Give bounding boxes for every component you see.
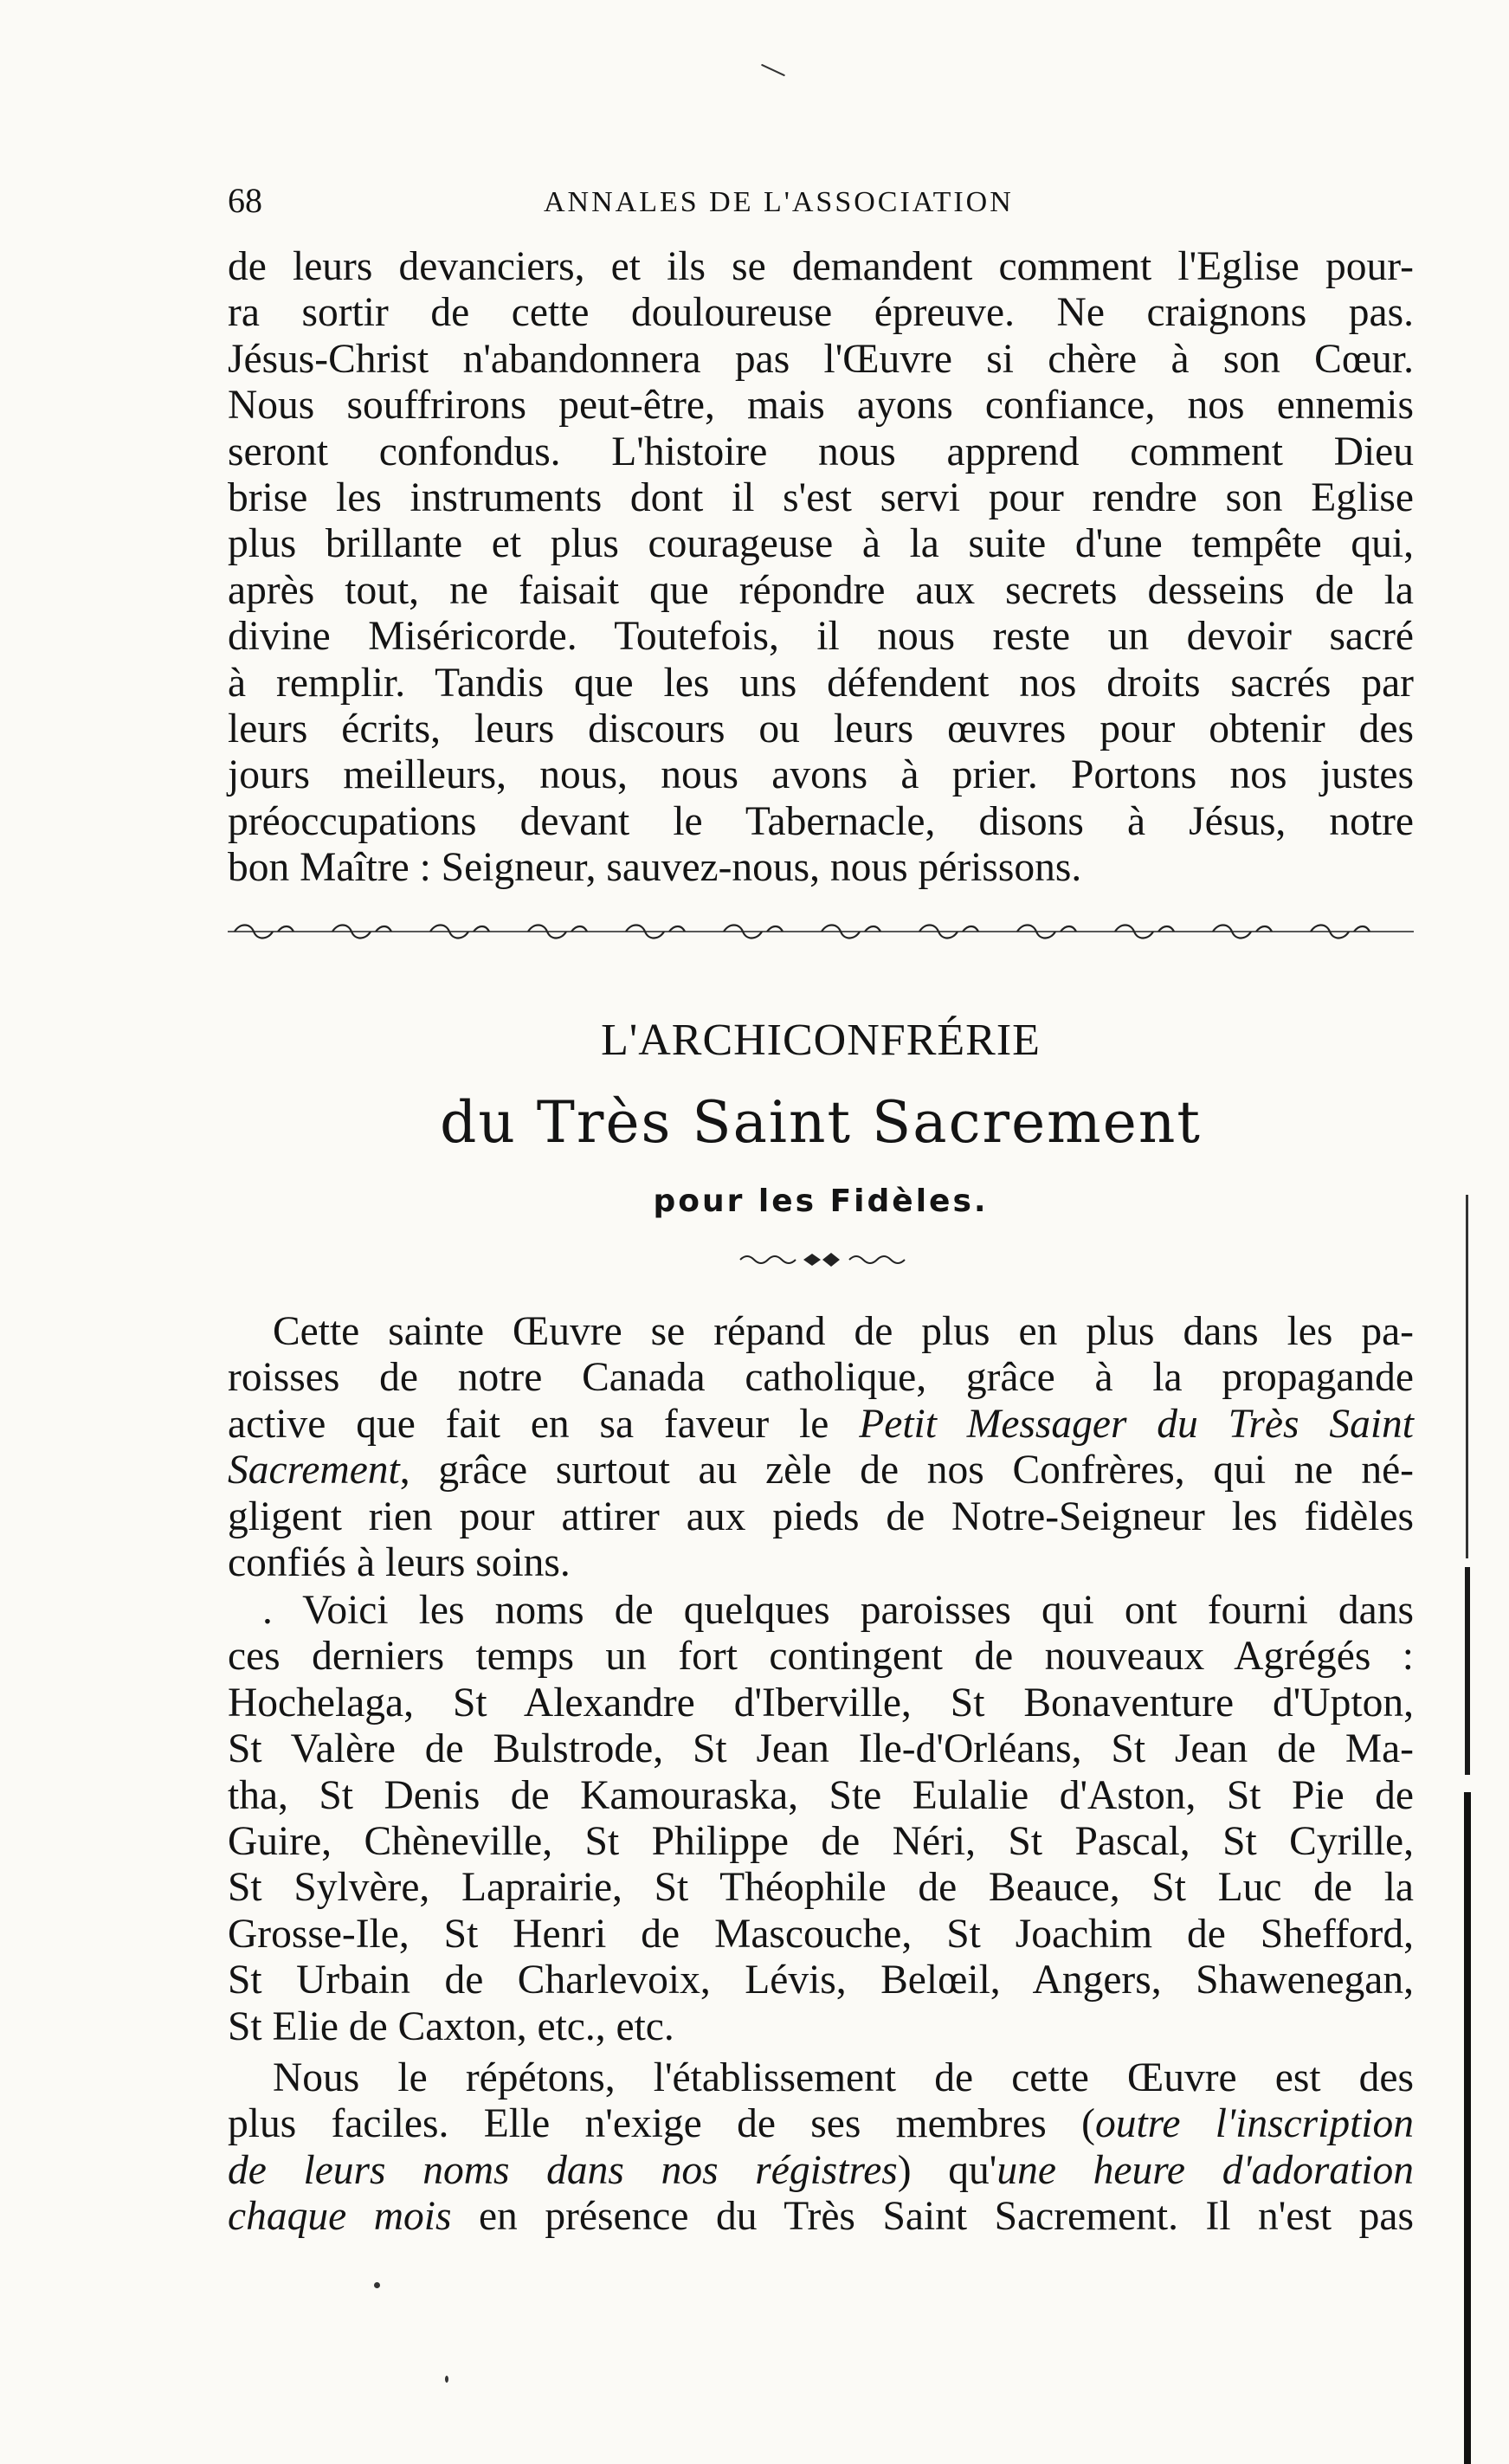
italic-span: outre l'inscription [1094, 2101, 1415, 2147]
text-line: St Urbain de Charlevoix, Lévis, Belœil, Angers, Shawenegan, [228, 1958, 1414, 2003]
text-line [228, 1402, 1414, 1448]
stray-mark [761, 64, 785, 76]
text-line: confiés à leurs soins. [228, 1539, 571, 1585]
paragraph-3 [228, 1588, 1414, 2050]
text-line: St Valère de Bulstrode, St Jean Ile-d'Orléans, St Jean de Ma- [228, 1726, 1414, 1772]
text-line: Cette sainte Œuvre se répand de plus en plus dans les pa- [273, 1309, 1414, 1354]
text-line [228, 2101, 1414, 2147]
text-line: brise les instruments dont il s'est servi pour rendre son Eglise [228, 474, 1414, 520]
text-line: bon Maître : Seigneur, sauvez-nous, nous périssons. [228, 845, 1082, 891]
text-line: après tout, ne faisait que répondre aux secrets desseins de la [228, 567, 1414, 613]
text-line: seront confondus. L'histoire nous apprend comment Dieu [228, 429, 1414, 474]
text-line: ra sortir de cette douloureuse épreuve. Ne craignons pas. [228, 290, 1414, 336]
paragraph-2 [228, 1309, 1414, 1586]
text-span: active que fait en sa faveur le [228, 1401, 860, 1447]
italic-span: de leurs noms dans nos régistres [228, 2147, 898, 2193]
text-span: ) qu' [897, 2147, 997, 2193]
ornamental-divider [228, 923, 1414, 940]
paragraph-1 [228, 244, 1414, 891]
text-span: plus faciles. Elle n'exige de ses membres ( [228, 2101, 1095, 2147]
text-line: jours meilleurs, nous, nous avons à prier. Portons nos justes [228, 752, 1414, 798]
text-line: ces derniers temps un fort contingent de nouveaux Agrégés : [228, 1634, 1414, 1680]
text-span: en présence du Très Saint Sacrement. Il n'est pas [451, 2194, 1414, 2240]
italic-span: une heure d'adoration [996, 2147, 1414, 2193]
text-line [228, 2148, 1414, 2194]
italic-title: Petit Messager du Très Saint [859, 1401, 1414, 1447]
text-line: divine Miséricorde. Toutefois, il nous reste un devoir sacré [228, 614, 1414, 660]
fleuron-ornament [736, 1247, 909, 1273]
text-line: Hochelaga, St Alexandre d'Iberville, St Bonaventure d'Upton, [228, 1680, 1414, 1725]
text-line: préoccupations devant le Tabernacle, disons à Jésus, notre [228, 798, 1414, 844]
italic-span: chaque mois [228, 2194, 452, 2240]
section-subtitle: du Très Saint Sacrement [440, 1089, 1202, 1156]
running-head: ANNALES DE L'ASSOCIATION [544, 186, 1014, 218]
section-subtitle-secondary: pour les Fidèles. [653, 1184, 989, 1219]
text-span: , grâce surtout au zèle de nos Confrères, qui ne né- [399, 1448, 1414, 1493]
text-line: tha, St Denis de Kamouraska, Ste Eulalie d'Aston, St Pie de [228, 1772, 1414, 1818]
text-line: Guire, Chèneville, St Philippe de Néri, St Pascal, St Cyrille, [228, 1818, 1414, 1864]
stray-mark [445, 2376, 448, 2383]
text-line [228, 1448, 1414, 1493]
text-line: à remplir. Tandis que les uns défendent nos droits sacrés par [228, 660, 1414, 706]
text-line: Grosse-Ile, St Henri de Mascouche, St Joachim de Shefford, [228, 1911, 1414, 1957]
paragraph-4 [228, 2055, 1414, 2241]
italic-title: Sacrement [228, 1448, 400, 1493]
stray-mark [374, 2282, 380, 2288]
text-line: Nous le répétons, l'établissement de cette Œuvre est des [273, 2055, 1414, 2100]
text-line: de leurs devanciers, et ils se demandent comment l'Eglise pour- [228, 244, 1414, 289]
page-number: 68 [228, 181, 262, 220]
text-line: leurs écrits, leurs discours ou leurs œuvres pour obtenir des [228, 706, 1414, 751]
text-line: plus brillante et plus courageuse à la suite d'une tempête qui, [228, 521, 1414, 567]
text-line: gligent rien pour attirer aux pieds de Notre-Seigneur les fidèles [228, 1493, 1414, 1539]
binding-edge-mark [1463, 1195, 1474, 2464]
text-line [228, 2194, 1414, 2240]
section-title: L'ARCHICONFRÉRIE [601, 1016, 1041, 1065]
text-line: Nous souffrirons peut-être, mais ayons confiance, nos ennemis [228, 383, 1414, 429]
text-line: . Voici les noms de quelques paroisses qui ont fourni dans [262, 1588, 1414, 1633]
text-line: Jésus-Christ n'abandonnera pas l'Œuvre si chère à son Cœur. [228, 336, 1414, 382]
text-line: roisses de notre Canada catholique, grâce à la propagande [228, 1355, 1414, 1401]
text-line: St Elie de Caxton, etc., etc. [228, 2003, 674, 2049]
text-line: St Sylvère, Laprairie, St Théophile de Beauce, St Luc de la [228, 1865, 1414, 1911]
